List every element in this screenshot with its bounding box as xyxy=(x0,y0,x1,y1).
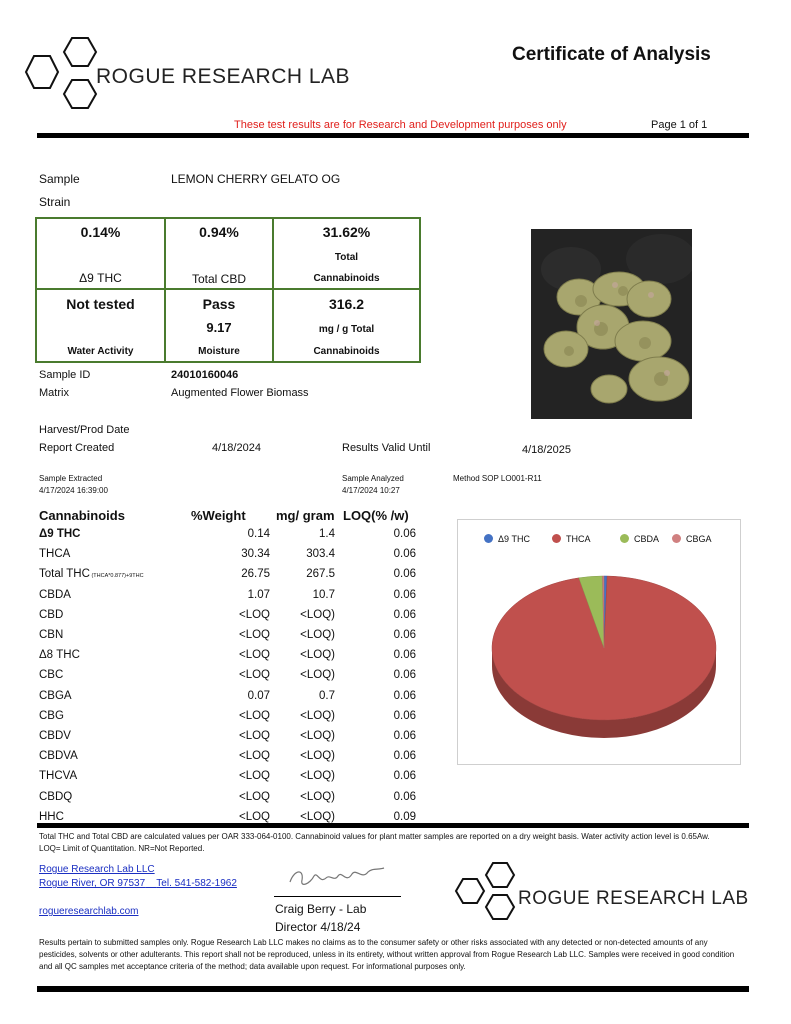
mg-label-1: mg / g Total xyxy=(318,324,375,335)
loq-cell: 0.06 xyxy=(393,568,416,581)
extracted-label: Sample Extracted xyxy=(39,474,103,483)
moisture-value: 9.17 xyxy=(206,320,232,335)
water-label: Water Activity xyxy=(67,346,134,357)
weight-cell: <LOQ xyxy=(238,810,270,823)
loq-cell: 0.06 xyxy=(393,770,416,783)
legend-swatch xyxy=(552,534,561,543)
weight-cell: <LOQ xyxy=(238,750,270,763)
mg-cell: <LOQ) xyxy=(300,810,335,823)
table-row xyxy=(39,669,419,687)
weight-cell: <LOQ xyxy=(238,709,270,722)
mg-cell: 303.4 xyxy=(306,548,335,561)
mg-cell: 10.7 xyxy=(312,588,335,601)
matrix-label: Matrix xyxy=(39,387,69,399)
legend-item xyxy=(484,534,530,544)
thc-label: Δ9 THC xyxy=(79,271,122,285)
website-link[interactable]: rogueresearchlab.com xyxy=(39,906,139,917)
table-row xyxy=(39,690,419,708)
page-number: Page 1 of 1 xyxy=(651,119,708,131)
thc-value: 0.14% xyxy=(80,224,121,240)
cannabinoid-name: CBC xyxy=(39,669,64,682)
weight-cell: 26.75 xyxy=(241,568,270,581)
loq-cell: 0.06 xyxy=(393,750,416,763)
weight-cell: <LOQ xyxy=(238,730,270,742)
mg-cell: <LOQ) xyxy=(300,709,335,722)
loq-cell: 0.06 xyxy=(393,588,416,601)
mg-value: 316.2 xyxy=(328,296,365,312)
cannabinoid-formula: (THCA*0.877)+9THC xyxy=(89,573,144,580)
report-created: 4/18/2024 xyxy=(212,442,261,454)
col-header-cannabinoids: Cannabinoids xyxy=(39,508,125,523)
method: Method SOP LO001-R11 xyxy=(453,474,542,483)
loq-cell: 0.06 xyxy=(393,709,416,722)
legend-swatch xyxy=(620,534,629,543)
lab-logo-icon xyxy=(22,34,102,114)
strain-name: LEMON CHERRY GELATO OG xyxy=(171,172,341,186)
sample-id-label: Sample ID xyxy=(39,369,91,381)
legend-swatch xyxy=(672,534,681,543)
cannabinoid-name: THCVA xyxy=(39,770,78,783)
mg-cell: 1.4 xyxy=(319,528,335,540)
mg-label-2: Cannabinoids xyxy=(313,346,380,357)
table-row xyxy=(39,730,419,748)
mg-cell: <LOQ) xyxy=(300,669,335,682)
footer-rule-bottom xyxy=(37,986,749,992)
weight-cell: 0.14 xyxy=(247,528,270,540)
signature-icon xyxy=(284,862,394,892)
cannabinoid-name: CBG xyxy=(39,709,64,722)
legend-label: Δ9 THC xyxy=(498,534,531,544)
col-header-mg: mg/ gram xyxy=(276,508,335,523)
loq-cell: 0.06 xyxy=(393,730,416,742)
cannabinoid-name: CBDV xyxy=(39,730,71,742)
strain-label: Strain xyxy=(39,195,71,209)
cannabinoid-pie-chart xyxy=(457,519,741,765)
weight-cell: 0.07 xyxy=(247,689,270,702)
sample-label: Sample xyxy=(39,172,80,186)
table-row xyxy=(39,528,419,546)
weight-cell: <LOQ xyxy=(238,649,270,662)
mg-cell: <LOQ) xyxy=(300,608,335,621)
weight-cell: <LOQ xyxy=(238,790,270,803)
legend-label: CBGA xyxy=(686,534,712,544)
legend-swatch xyxy=(484,534,493,543)
analyzed-label: Sample Analyzed xyxy=(342,474,404,483)
table-row xyxy=(39,548,419,566)
address: Rogue River, OR 97537 xyxy=(39,878,146,889)
mg-cell: <LOQ) xyxy=(300,790,335,803)
water-value: Not tested xyxy=(66,296,135,312)
mg-cell: <LOQ) xyxy=(300,730,335,742)
weight-cell: 1.07 xyxy=(247,588,270,601)
cannabinoid-name: HHC xyxy=(39,810,64,823)
mg-cell: 267.5 xyxy=(306,568,335,581)
cannabinoid-name: Δ8 THC xyxy=(39,649,80,662)
cannabinoid-name: CBDA xyxy=(39,588,71,601)
cannabinoid-name: CBGA xyxy=(39,689,72,702)
mg-cell: <LOQ) xyxy=(300,629,335,641)
cannabinoid-name: Δ9 THC xyxy=(39,528,81,540)
signer-name: Craig Berry - Lab xyxy=(275,902,367,916)
loq-cell: 0.09 xyxy=(393,810,416,823)
legend-item xyxy=(672,534,712,544)
table-row xyxy=(39,770,419,788)
footer-note: Total THC and Total CBD are calculated values per OAR 333-064-0100. Cannabinoid values for plant matter samples are reported on a dry weight basis. Water activity action level is 0.65Aw. LOQ= Limit of Quantitation. NR=Not Reported. xyxy=(39,832,710,853)
valid-until-label: Results Valid Until xyxy=(342,442,431,454)
footer-rule-top xyxy=(37,823,749,828)
loq-cell: 0.06 xyxy=(393,669,416,682)
cannabinoid-name: CBDQ xyxy=(39,790,73,803)
col-header-weight: %Weight xyxy=(191,508,246,523)
col-header-loq: LOQ(% /w) xyxy=(343,508,409,523)
weight-cell: <LOQ xyxy=(238,669,270,682)
mg-cell: <LOQ) xyxy=(300,649,335,662)
signer-title: Director 4/18/24 xyxy=(275,920,361,934)
cbd-value: 0.94% xyxy=(199,224,239,240)
footer-lab-name: ROGUE RESEARCH LAB xyxy=(518,888,749,909)
total-label-1: Total xyxy=(334,252,359,263)
mg-cell: 0.7 xyxy=(319,689,335,702)
loq-cell: 0.06 xyxy=(393,689,416,702)
address-link[interactable] xyxy=(39,878,237,889)
chart-legend xyxy=(484,534,734,548)
table-row xyxy=(39,629,419,647)
loq-cell: 0.06 xyxy=(393,629,416,641)
matrix: Augmented Flower Biomass xyxy=(171,387,309,399)
mg-cell: <LOQ) xyxy=(300,750,335,763)
table-row xyxy=(39,589,419,607)
cannabinoid-name: CBN xyxy=(39,629,64,641)
table-row xyxy=(39,609,419,627)
table-row xyxy=(39,568,419,586)
lab-link[interactable]: Rogue Research Lab LLC xyxy=(39,864,155,875)
table-row xyxy=(39,791,419,809)
valid-until: 4/18/2025 xyxy=(522,444,571,456)
product-photo xyxy=(531,229,692,419)
legend-label: CBDA xyxy=(634,534,660,544)
legend-item xyxy=(552,534,591,544)
extracted: 4/17/2024 16:39:00 xyxy=(39,486,108,495)
loq-cell: 0.06 xyxy=(393,649,416,662)
weight-cell: <LOQ xyxy=(238,770,270,783)
analyzed: 4/17/2024 10:27 xyxy=(342,486,400,495)
harvest-label: Harvest/Prod Date xyxy=(39,424,130,436)
header-rule xyxy=(37,133,749,138)
cannabinoid-name: CBDVA xyxy=(39,750,78,763)
lab-name: ROGUE RESEARCH LAB xyxy=(96,65,351,88)
loq-cell: 0.06 xyxy=(393,608,416,621)
weight-cell: <LOQ xyxy=(238,629,270,641)
cannabinoid-name: Total THC (THCA*0.877)+9THC xyxy=(39,568,144,581)
weight-cell: <LOQ xyxy=(238,608,270,621)
moisture-pass: Pass xyxy=(202,296,236,312)
cannabinoid-name: THCA xyxy=(39,548,71,561)
weight-cell: 30.34 xyxy=(241,548,270,561)
footer-disclaimer: Results pertain to submitted samples only. Rogue Research Lab LLC makes no claims as to the consumer safety or other risks associated with any detected or non-detected amounts of any pesticides, solvents or other adulterants. This report shall not be reproduced, unless in its entirety, without written approval from Rogue Research Lab LLC. Samples were received in good condition and all QC samples met acceptance criteria of the method; data available upon request. For informational purposes only. xyxy=(39,938,735,971)
signature-line xyxy=(274,896,401,897)
loq-cell: 0.06 xyxy=(393,528,416,540)
disclaimer-banner: These test results are for Research and Development purposes only xyxy=(234,119,567,131)
report-created-label: Report Created xyxy=(39,442,115,454)
total-label-2: Cannabinoids xyxy=(313,273,380,284)
footer-logo-icon xyxy=(451,860,527,924)
mg-cell: <LOQ) xyxy=(300,770,335,783)
legend-item xyxy=(620,534,659,544)
pie-svg xyxy=(458,560,740,760)
moisture-label: Moisture xyxy=(198,346,240,357)
sample-id: 24010160046 xyxy=(171,369,239,381)
cannabinoid-name: CBD xyxy=(39,608,64,621)
legend-label: THCA xyxy=(566,534,591,544)
total-value: 31.62% xyxy=(322,224,371,240)
loq-cell: 0.06 xyxy=(393,548,416,561)
table-row xyxy=(39,649,419,667)
table-row xyxy=(39,750,419,768)
telephone: Tel. 541-582-1962 xyxy=(156,878,237,889)
table-row xyxy=(39,710,419,728)
loq-cell: 0.06 xyxy=(393,790,416,803)
doc-title: Certificate of Analysis xyxy=(512,44,711,65)
cbd-label: Total CBD xyxy=(191,272,247,286)
